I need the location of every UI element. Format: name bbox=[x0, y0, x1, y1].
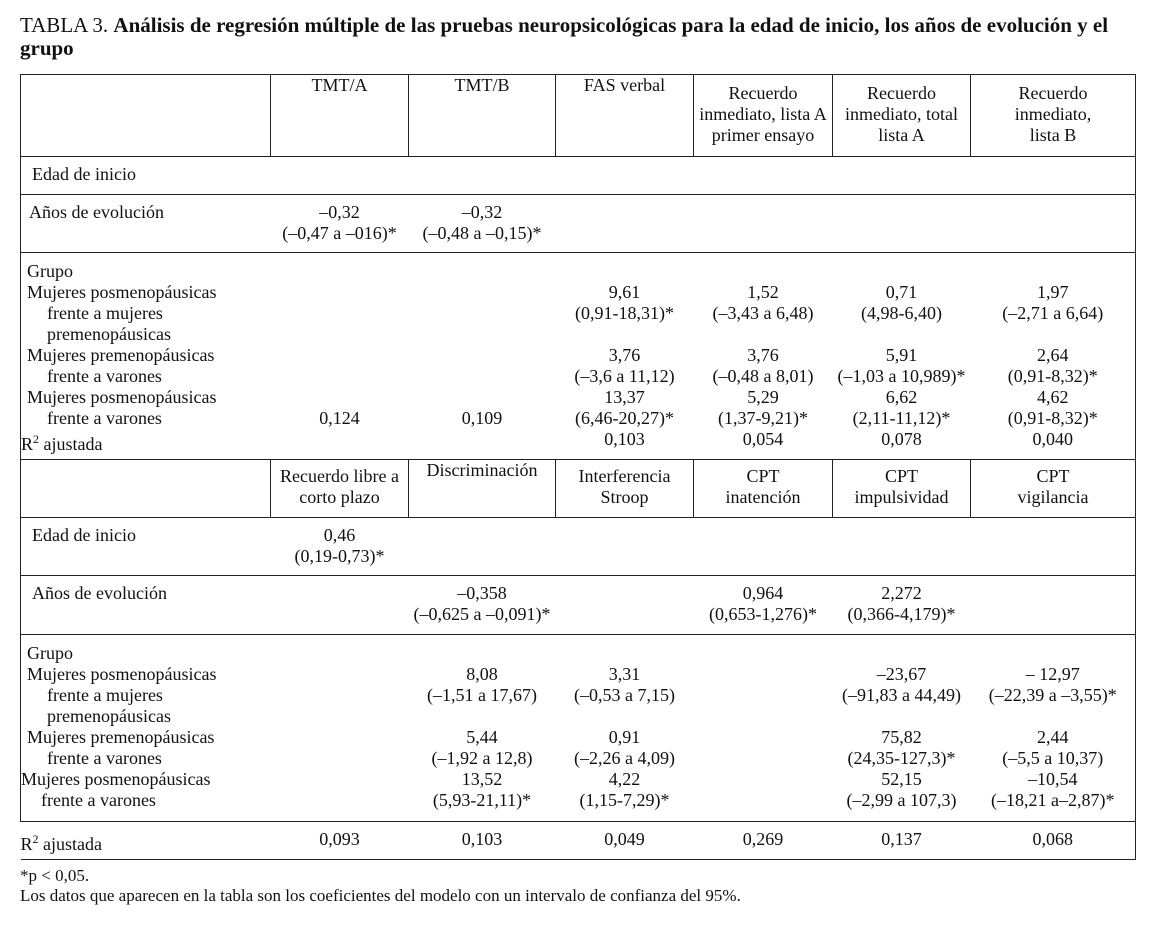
ci: (24,35-127,3)* bbox=[847, 748, 956, 768]
coef: 13,52 bbox=[461, 769, 503, 789]
ci: (–0,47 a –016)* bbox=[282, 223, 397, 243]
coef: 75,82 bbox=[881, 727, 922, 747]
r2-value: 0,269 bbox=[694, 822, 833, 860]
value-col bbox=[971, 253, 1136, 460]
coef: 3,31 bbox=[608, 664, 641, 684]
ci: (1,37-9,21)* bbox=[718, 408, 808, 428]
coef: – 12,97 bbox=[1025, 664, 1080, 684]
coef: 4,22 bbox=[608, 769, 641, 789]
header-row-2 bbox=[21, 460, 1136, 518]
group-label: premenopáusicas bbox=[47, 324, 171, 344]
ci: (–0,48 a –0,15)* bbox=[422, 223, 542, 243]
coef: –0,32 bbox=[461, 202, 503, 222]
grupo-labels bbox=[21, 253, 271, 460]
ci: (–2,99 a 107,3) bbox=[846, 790, 957, 810]
group-label: Mujeres posmenopáusicas bbox=[21, 769, 211, 789]
value-col bbox=[833, 635, 971, 822]
table-title bbox=[20, 14, 1130, 60]
value-col bbox=[556, 253, 694, 460]
ci: (6,46-20,27)* bbox=[575, 408, 674, 428]
ci: (–0,53 a 7,15) bbox=[574, 685, 675, 705]
coef: –10,54 bbox=[1028, 769, 1078, 789]
col-header: Recuerdo inmediato, total lista A bbox=[833, 75, 971, 157]
coef: 0,964 bbox=[742, 583, 784, 603]
value-cell bbox=[409, 576, 556, 635]
value-cell bbox=[833, 576, 971, 635]
group-label: premenopáusicas bbox=[47, 706, 171, 726]
r2-value: 0,109 bbox=[461, 408, 503, 428]
ci: (–5,5 a 10,37) bbox=[1002, 748, 1104, 768]
row-grupo-2 bbox=[21, 635, 1136, 822]
coef: 1,52 bbox=[747, 282, 779, 302]
ci: (–3,6 a 11,12) bbox=[574, 366, 675, 386]
r2-value: 0,068 bbox=[971, 822, 1136, 860]
col-header: CPT vigilancia bbox=[971, 460, 1136, 518]
coef: 8,08 bbox=[466, 664, 498, 684]
empty-cell bbox=[556, 195, 1136, 253]
coef: 4,62 bbox=[1037, 387, 1069, 407]
coef: 0,71 bbox=[885, 282, 918, 302]
value-cell bbox=[271, 518, 409, 576]
footnotes bbox=[20, 866, 1130, 906]
empty-cell bbox=[556, 576, 694, 635]
row-edad-inicio-2 bbox=[21, 518, 1136, 576]
value-col bbox=[971, 635, 1136, 822]
col-header: FAS verbal bbox=[556, 75, 694, 157]
ci: (4,98-6,40) bbox=[861, 303, 942, 323]
ci: (0,19-0,73)* bbox=[294, 546, 385, 566]
ci: (0,366-4,179)* bbox=[847, 604, 956, 624]
coef: 0,91 bbox=[608, 727, 641, 747]
r2-label: $R^2$ ajustada bbox=[21, 432, 103, 454]
ci: (–1,51 a 17,67) bbox=[427, 685, 537, 705]
row-edad-inicio bbox=[21, 157, 1136, 195]
value-cell bbox=[694, 576, 833, 635]
group-label: Mujeres posmenopáusicas bbox=[27, 387, 217, 407]
row-label: Edad de inicio bbox=[21, 157, 1136, 195]
coef: 9,61 bbox=[608, 282, 641, 302]
r2-value: 0,049 bbox=[556, 822, 694, 860]
row-anos-evolucion bbox=[21, 195, 1136, 253]
footnote: *p < 0,05. bbox=[20, 866, 90, 885]
table-caption: Análisis de regresión múltiple de las pruebas neuropsicológicas para la edad de inicio, los años de evolución y el grupo bbox=[20, 13, 1109, 60]
empty-cell bbox=[409, 518, 1136, 576]
r2-value: 0,103 bbox=[409, 822, 556, 860]
row-grupo bbox=[21, 253, 1136, 460]
coef: 2,64 bbox=[1037, 345, 1069, 365]
r2-label: $R^2$ ajustada bbox=[21, 822, 271, 860]
coef: 3,76 bbox=[747, 345, 779, 365]
r2-value: 0,137 bbox=[833, 822, 971, 860]
value-cell bbox=[271, 195, 409, 253]
row-label: Edad de inicio bbox=[21, 518, 271, 576]
col-header: Discriminación bbox=[409, 460, 556, 518]
col-header: CPT inatención bbox=[694, 460, 833, 518]
value-cell bbox=[409, 195, 556, 253]
ci: (–0,48 a 8,01) bbox=[712, 366, 814, 386]
row-label: Años de evolución bbox=[21, 195, 271, 253]
ci: (0,653-1,276)* bbox=[709, 604, 817, 624]
header-empty bbox=[21, 75, 271, 157]
coef: 6,62 bbox=[885, 387, 918, 407]
r2-value: 0,124 bbox=[319, 408, 360, 428]
empty-cell bbox=[694, 635, 833, 822]
footnote: Los datos que aparecen en la tabla son los coeficientes del modelo con un intervalo de confianza del 95%. bbox=[20, 886, 741, 905]
coef: –0,358 bbox=[457, 583, 507, 603]
value-col bbox=[409, 635, 556, 822]
ci: (0,91-18,31)* bbox=[575, 303, 674, 323]
ci: (–18,21 a–2,87)* bbox=[991, 790, 1115, 810]
ci: (5,93-21,11)* bbox=[432, 790, 532, 810]
ci: (–0,625 a –0,091)* bbox=[413, 604, 551, 624]
value-col bbox=[271, 253, 409, 460]
r2-value: 0,040 bbox=[1032, 429, 1073, 449]
coef: 13,37 bbox=[604, 387, 645, 407]
value-col bbox=[833, 253, 971, 460]
group-label: frente a mujeres bbox=[47, 303, 163, 323]
r2-label-text: ajustada bbox=[43, 834, 102, 854]
table-number: TABLA 3. bbox=[20, 13, 109, 37]
coef: 2,44 bbox=[1037, 727, 1069, 747]
col-header: Interferencia Stroop bbox=[556, 460, 694, 518]
row-label: Años de evolución bbox=[21, 576, 271, 635]
coef: 2,272 bbox=[881, 583, 922, 603]
ci: (–22,39 a –3,55)* bbox=[988, 685, 1117, 705]
row-anos-evolucion-2 bbox=[21, 576, 1136, 635]
col-header: TMT/A bbox=[271, 75, 409, 157]
value-col bbox=[409, 253, 556, 460]
ci: (–1,03 a 10,989)* bbox=[837, 366, 966, 386]
r2-value: 0,054 bbox=[742, 429, 784, 449]
r2-label-text: ajustada bbox=[43, 434, 103, 454]
ci: (0,91-8,32)* bbox=[1007, 366, 1098, 386]
row-r2-2 bbox=[21, 822, 1136, 860]
r2-value: 0,093 bbox=[271, 822, 409, 860]
ci: (–1,92 a 12,8) bbox=[431, 748, 533, 768]
empty-cell bbox=[271, 576, 409, 635]
coef: 5,91 bbox=[885, 345, 918, 365]
value-col bbox=[556, 635, 694, 822]
coef: 3,76 bbox=[608, 345, 641, 365]
ci: (–3,43 a 6,48) bbox=[712, 303, 814, 323]
group-label: frente a varones bbox=[41, 790, 156, 810]
header-row-1 bbox=[21, 75, 1136, 157]
group-label: Mujeres premenopáusicas bbox=[27, 727, 215, 747]
ci: (0,91-8,32)* bbox=[1007, 408, 1098, 428]
ci: (2,11-11,12)* bbox=[852, 408, 951, 428]
coef: –0,32 bbox=[319, 202, 360, 222]
grupo-label: Grupo bbox=[27, 261, 73, 281]
header-empty bbox=[21, 460, 271, 518]
group-label: Mujeres posmenopáusicas bbox=[27, 282, 217, 302]
value-col bbox=[694, 253, 833, 460]
empty-cell bbox=[971, 576, 1136, 635]
grupo-labels bbox=[21, 635, 271, 822]
col-header: Recuerdo inmediato, lista B bbox=[971, 75, 1136, 157]
group-label: frente a varones bbox=[47, 748, 162, 768]
col-header: Recuerdo inmediato, lista A primer ensayo bbox=[694, 75, 833, 157]
ci: (–2,71 a 6,64) bbox=[1002, 303, 1104, 323]
empty-cell bbox=[271, 635, 409, 822]
ci: (–91,83 a 44,49) bbox=[842, 685, 961, 705]
group-label: Mujeres posmenopáusicas bbox=[27, 664, 217, 684]
ci: (1,15-7,29)* bbox=[579, 790, 670, 810]
coef: 52,15 bbox=[881, 769, 922, 789]
col-header: TMT/B bbox=[409, 75, 556, 157]
col-header: CPT impulsividad bbox=[833, 460, 971, 518]
regression-table bbox=[20, 74, 1136, 860]
coef: –23,67 bbox=[876, 664, 927, 684]
group-label: frente a mujeres bbox=[47, 685, 163, 705]
coef: 0,46 bbox=[323, 525, 356, 545]
col-header: Recuerdo libre a corto plazo bbox=[271, 460, 409, 518]
group-label: frente a varones bbox=[47, 408, 162, 428]
ci: (–2,26 a 4,09) bbox=[574, 748, 675, 768]
coef: 5,29 bbox=[747, 387, 779, 407]
group-label: Mujeres premenopáusicas bbox=[27, 345, 215, 365]
r2-value: 0,078 bbox=[881, 429, 922, 449]
grupo-label: Grupo bbox=[27, 643, 73, 663]
coef: 1,97 bbox=[1037, 282, 1069, 302]
r2-value: 0,103 bbox=[604, 429, 645, 449]
coef: 5,44 bbox=[466, 727, 498, 747]
group-label: frente a varones bbox=[47, 366, 162, 386]
